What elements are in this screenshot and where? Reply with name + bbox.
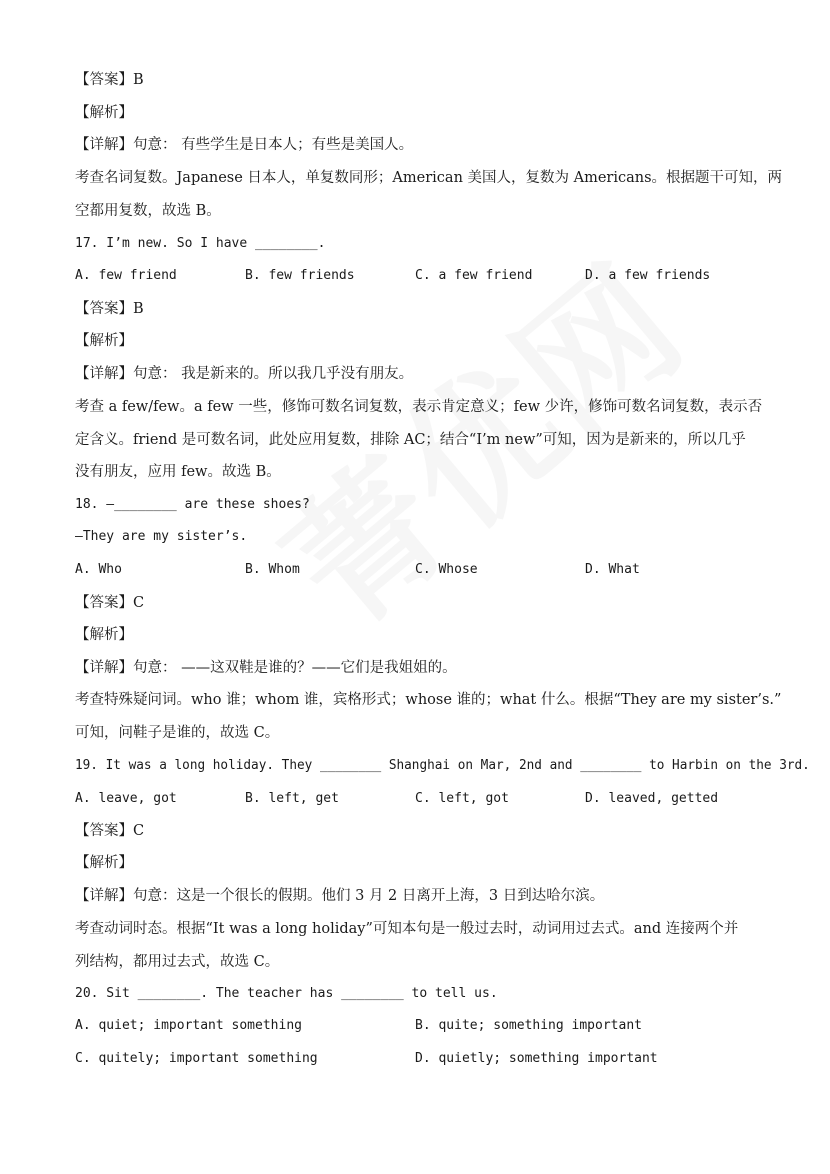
- option-a: A. quiet; important something: [75, 1018, 302, 1033]
- explanation-text: 考查 a few/few。a few 一些，修饰可数名词复数，表示肯定意义；few 少许，修饰可数名词复数，表示否: [75, 399, 763, 415]
- option-d: D. quietly; something important: [415, 1051, 658, 1066]
- explanation-text: 考查动词时态。根据“It was a long holiday”可知本句是一般过去时，动词用过去式。and 连接两个并: [75, 921, 739, 937]
- option-d: D. a few friends: [585, 268, 711, 283]
- analysis-label: 【解析】: [75, 333, 133, 349]
- question-text: 18. —________ are these shoes?: [75, 497, 310, 512]
- option-a: A. leave, got: [75, 791, 177, 806]
- question-text: 17. I’m new. So I have ________.: [75, 236, 326, 251]
- explanation-text: 考查名词复数。Japanese 日本人，单复数同形；American 美国人，复数为 Americans。根据题干可知，两: [75, 170, 783, 186]
- analysis-label: 【解析】: [75, 105, 133, 121]
- explanation-text: 没有朋友，应用 few。故选 B。: [75, 464, 281, 480]
- option-c: C. left, got: [415, 791, 509, 806]
- detail-text: 【详解】句意： 有些学生是日本人；有些是美国人。: [75, 137, 414, 153]
- explanation-text: 可知，问鞋子是谁的，故选 C。: [75, 725, 280, 741]
- detail-text: 【详解】句意： ——这双鞋是谁的？——它们是我姐姐的。: [75, 660, 457, 676]
- option-c: C. a few friend: [415, 268, 533, 283]
- question-text: —They are my sister’s.: [75, 529, 248, 544]
- explanation-text: 列结构，都用过去式，故选 C。: [75, 954, 280, 970]
- option-b: B. few friends: [245, 268, 355, 283]
- answer-label: 【答案】B: [75, 301, 144, 317]
- question-text: 19. It was a long holiday. They ________ Shanghai on Mar, 2nd and ________ to Harbin on the 3rd.: [75, 758, 810, 773]
- option-d: D. leaved, getted: [585, 791, 719, 806]
- option-a: A. Who: [75, 562, 122, 577]
- option-c: C. quitely; important something: [75, 1051, 318, 1066]
- detail-text: 【详解】句意： 我是新来的。所以我几乎没有朋友。: [75, 366, 414, 382]
- detail-text: 【详解】句意：这是一个很长的假期。他们 3 月 2 日离开上海，3 日到达哈尔滨。: [75, 888, 605, 904]
- question-text: 20. Sit ________. The teacher has ________ to tell us.: [75, 986, 498, 1001]
- answer-label: 【答案】C: [75, 595, 145, 611]
- explanation-text: 定含义。friend 是可数名词，此处应用复数，排除 AC；结合“I’m new”可知，因为是新来的，所以几乎: [75, 432, 746, 448]
- option-b: B. left, get: [245, 791, 339, 806]
- answer-label: 【答案】C: [75, 823, 145, 839]
- option-a: A. few friend: [75, 268, 177, 283]
- analysis-label: 【解析】: [75, 627, 133, 643]
- option-d: D. What: [585, 562, 640, 577]
- analysis-label: 【解析】: [75, 855, 133, 871]
- explanation-text: 空都用复数，故选 B。: [75, 203, 221, 219]
- answer-label: 【答案】B: [75, 72, 144, 88]
- option-b: B. Whom: [245, 562, 300, 577]
- option-c: C. Whose: [415, 562, 478, 577]
- explanation-text: 考查特殊疑问词。who 谁；whom 谁，宾格形式；whose 谁的；what 什么。根据“They are my sister’s.”: [75, 692, 782, 708]
- option-b: B. quite; something important: [415, 1018, 642, 1033]
